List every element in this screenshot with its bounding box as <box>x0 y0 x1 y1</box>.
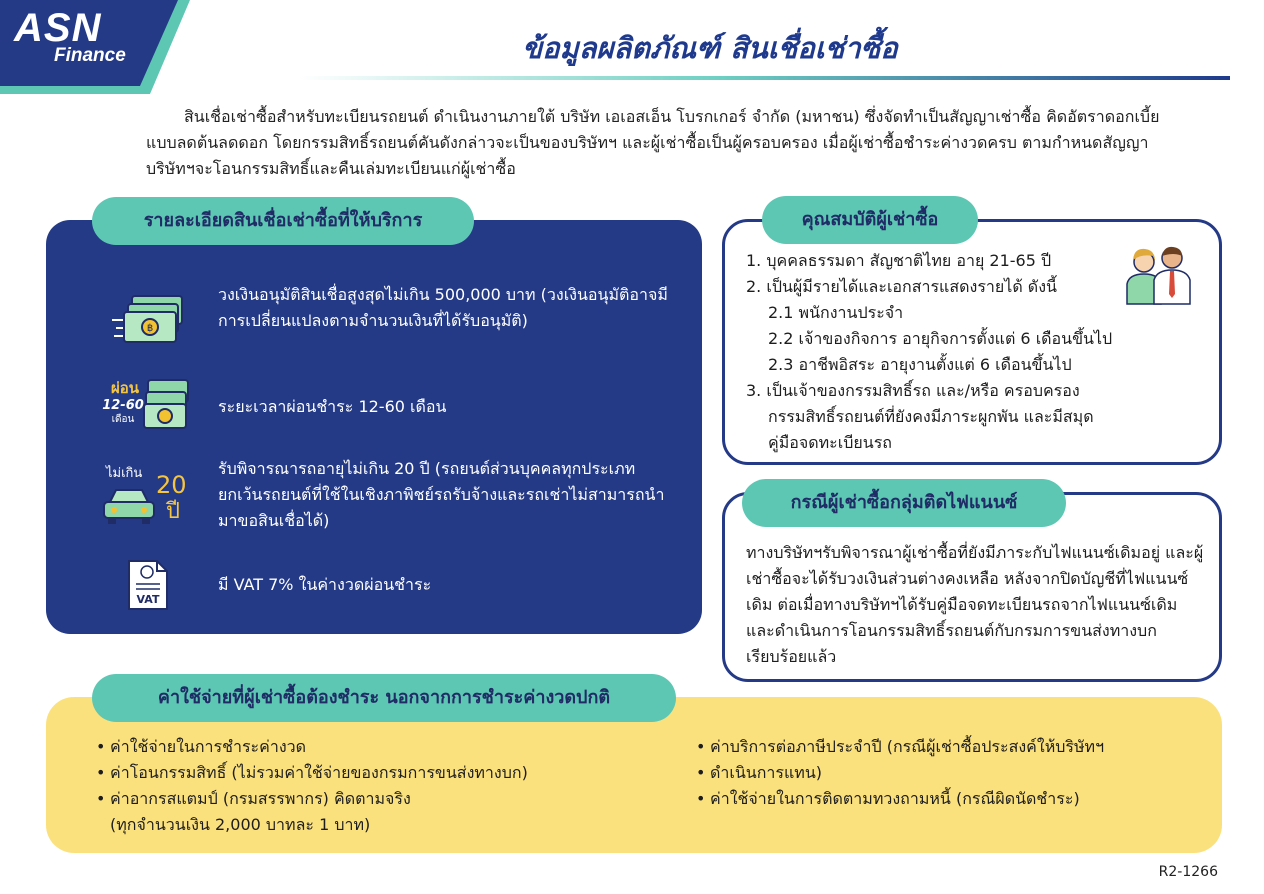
qualifications-list <box>746 248 1186 456</box>
money-stack-icon <box>110 290 190 354</box>
expense-item-continuation: (ทุกจำนวนเงิน 2,000 บาทละ 1 บาท) <box>110 815 371 834</box>
qualification-line: 2.3 อาชีพอิสระ อายุงานตั้งแต่ 6 เดือนขึ้นไป <box>768 355 1072 374</box>
vat-document-icon <box>126 558 170 612</box>
feature-credit-limit: วงเงินอนุมัติสินเชื่อสูงสุดไม่เกิน 500,000 บาท (วงเงินอนุมัติอาจมีการเปลี่ยนแปลงตามจำนวนเงินที่ได้รับอนุมัติ) <box>218 285 668 330</box>
installment-label: ผ่อน <box>110 379 140 397</box>
qualification-line: 2.1 พนักงานประจำ <box>768 303 904 322</box>
expense-item: • ค่าบริการต่อภาษีประจำปี (กรณีผู้เช่าซื้อประสงค์ให้บริษัทฯ <box>696 734 1196 760</box>
finance-case-text: ทางบริษัทฯรับพิจารณาผู้เช่าซื้อที่ยังมีภาระกับไฟแนนซ์เดิมอยู่ และผู้เช่าซื้อจะได้รับวงเงินส่วนต่างคงเหลือ หลังจากปิดบัญชีที่ไฟแนนซ์เดิม ต่อเมื่อทางบริษัทฯได้รับคู่มือจดทะเบียนรถจากไฟแนนซ์เดิม และดำเนินการโอนกรรมสิทธิ์รถยนต์กับกรมการขนส่งทางบกเรียบร้อยแล้ว <box>746 543 1204 666</box>
expense-item: • ค่าใช้จ่ายในการชำระค่างวด <box>96 734 656 760</box>
page-title: ข้อมูลผลิตภัณฑ์ สินเชื่อเช่าซื้อ <box>522 31 898 65</box>
qualification-line: 2. เป็นผู้มีรายได้และเอกสารแสดงรายได้ ดังนี้ <box>746 277 1057 296</box>
qualification-line: 3. เป็นเจ้าของกรรมสิทธิ์รถ และ/หรือ ครอบครอง <box>746 381 1080 400</box>
logo <box>0 0 190 94</box>
qualifications-heading: คุณสมบัติผู้เช่าซื้อ <box>762 196 978 244</box>
installment-money-icon <box>100 376 196 436</box>
logo-sub-text: Finance <box>54 45 126 66</box>
finance-case-heading: กรณีผู้เช่าซื้อกลุ่มติดไฟแนนซ์ <box>742 479 1066 527</box>
feature-installment-period: ระยะเวลาผ่อนชำระ 12-60 เดือน <box>218 397 447 416</box>
feature-vat: มี VAT 7% ในค่างวดผ่อนชำระ <box>218 575 432 594</box>
car-age-unit: ปี <box>166 499 180 524</box>
qualification-line: 2.2 เจ้าของกิจการ อายุกิจการตั้งแต่ 6 เดือนขึ้นไป <box>768 329 1113 348</box>
qualification-line: กรรมสิทธิ์รถยนต์ที่ยังคงมีภาระผูกพัน และมีสมุด <box>768 407 1094 426</box>
qualification-line: 1. บุคคลธรรมดา สัญชาติไทย อายุ 21-65 ปี <box>746 251 1052 270</box>
document-code: R2-1266 <box>1158 864 1218 880</box>
expense-item: • ดำเนินการแทน) <box>696 760 1196 786</box>
vat-label: VAT <box>136 593 160 606</box>
expenses-column-right <box>696 734 1196 812</box>
car-age-number: 20 <box>156 471 187 499</box>
car-age-icon <box>100 464 196 530</box>
installment-unit: เดือน <box>111 414 135 425</box>
expenses-column-left <box>96 734 656 838</box>
svg-text:฿: ฿ <box>146 323 154 334</box>
expense-item: • ค่าอากรสแตมป์ (กรมสรรพากร) คิดตามจริง <box>96 786 656 812</box>
qualification-line: คู่มือจดทะเบียนรถ <box>768 433 892 452</box>
installment-range: 12-60 <box>102 398 144 413</box>
details-heading: รายละเอียดสินเชื่อเช่าซื้อที่ให้บริการ <box>92 197 474 245</box>
title-underline <box>300 76 1230 80</box>
expense-item: • ค่าโอนกรรมสิทธิ์ (ไม่รวมค่าใช้จ่ายของกรมการขนส่งทางบก) <box>96 760 656 786</box>
feature-car-age: รับพิจารณารถอายุไม่เกิน 20 ปี (รถยนต์ส่วนบุคคลทุกประเภท ยกเว้นรถยนต์ที่ใช้ในเชิงภาพิชย์รถรับจ้างและรถเช่าไม่สามารถนำมาขอสินเชื่อได้) <box>218 459 665 530</box>
car-age-label: ไม่เกิน <box>106 466 143 481</box>
expenses-heading: ค่าใช้จ่ายที่ผู้เช่าซื้อต้องชำระ นอกจากการชำระค่างวดปกติ <box>92 674 676 722</box>
intro-paragraph: สินเชื่อเช่าซื้อสำหรับทะเบียนรถยนต์ ดำเนินงานภายใต้ บริษัท เอเอสเอ็น โบรกเกอร์ จำกัด (มหาชน) ซึ่งจัดทำเป็นสัญญาเช่าซื้อ คิดอัตราดอกเบี้ยแบบลดต้นลดดอก โดยกรรมสิทธิ์รถยนต์คันดังกล่าวจะเป็นของบริษัทฯ และผู้เช่าซื้อเป็นผู้ครอบครอง เมื่อผู้เช่าซื้อชำระค่างวดครบ ตามกำหนดสัญญา บริษัทฯจะโอนกรรมสิทธิ์และคืนเล่มทะเบียนแก่ผู้เช่าซื้อ <box>146 107 1160 178</box>
expense-item: • ค่าใช้จ่ายในการติดตามทวงถามหนี้ (กรณีผิดนัดชำระ) <box>696 786 1196 812</box>
logo-main-text: ASN <box>14 6 102 50</box>
